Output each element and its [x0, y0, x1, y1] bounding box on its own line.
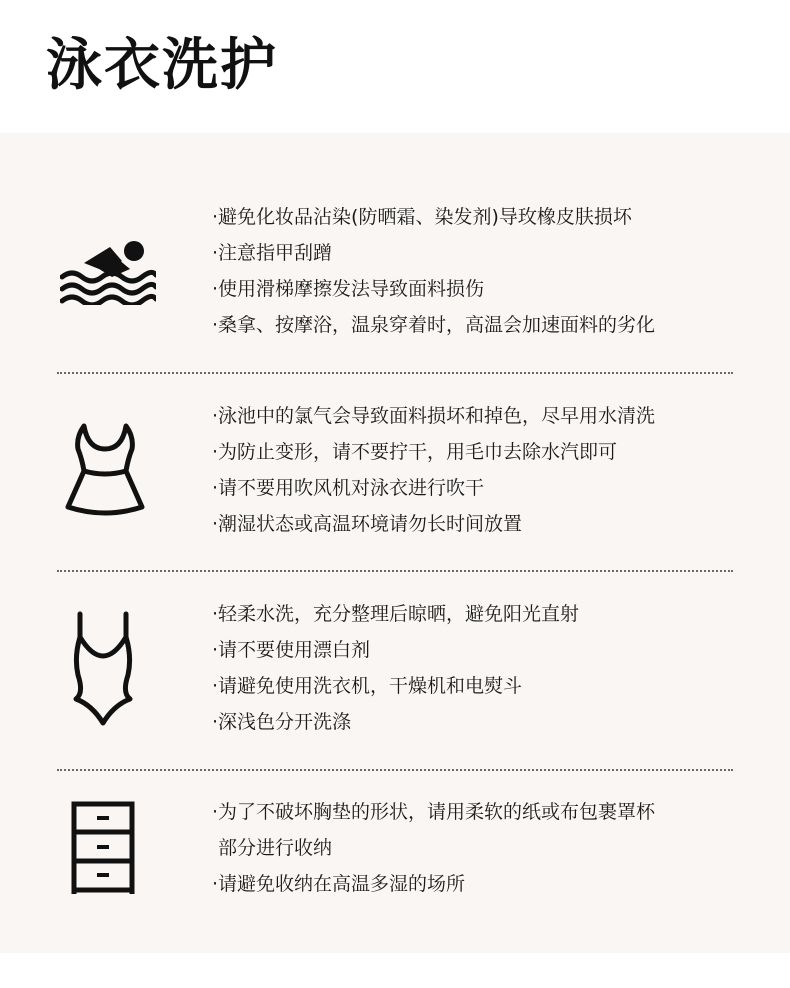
care-line: ·请不要用吹风机对泳衣进行吹干	[212, 477, 485, 499]
dress-icon	[62, 423, 148, 521]
care-line: ·注意指甲刮蹭	[212, 242, 333, 264]
swimsuit-icon	[70, 611, 136, 731]
section-divider	[57, 372, 733, 374]
care-lines	[212, 199, 655, 343]
care-lines	[212, 794, 655, 902]
care-line: ·为了不破坏胸垫的形状，请用柔软的纸或布包裹罩杯	[212, 801, 656, 823]
swimmer-icon	[60, 237, 156, 309]
section-divider	[57, 769, 733, 771]
care-line: ·请避免收纳在高温多湿的场所	[212, 873, 466, 895]
care-lines	[212, 398, 655, 542]
care-line: ·使用滑梯摩擦发法导致面料损伤	[212, 278, 485, 300]
drawer-cabinet-icon	[70, 801, 136, 899]
care-line: ·深浅色分开洗涤	[212, 711, 352, 733]
care-line: ·桑拿、按摩浴，温泉穿着时，高温会加速面料的劣化	[212, 314, 656, 336]
care-lines	[212, 596, 579, 740]
care-line: ·请避免使用洗衣机，干燥机和电熨斗	[212, 675, 523, 697]
care-line: ·泳池中的氯气会导致面料损坏和掉色，尽早用水清洗	[212, 405, 656, 427]
care-line: 部分进行收纳	[212, 837, 333, 859]
page-title: 泳衣洗护	[46, 33, 278, 98]
section-divider	[57, 570, 733, 572]
care-line: ·轻柔水洗，充分整理后晾晒，避免阳光直射	[212, 603, 580, 625]
care-panel	[0, 133, 790, 953]
care-line: ·为防止变形，请不要拧干，用毛巾去除水汽即可	[212, 441, 618, 463]
care-line: ·避免化妆品沾染(防晒霜、染发剂)导玫橡皮肤损坏	[212, 206, 632, 228]
care-line: ·请不要使用漂白剂	[212, 639, 371, 661]
care-line: ·潮湿状态或高温环境请勿长时间放置	[212, 513, 523, 535]
